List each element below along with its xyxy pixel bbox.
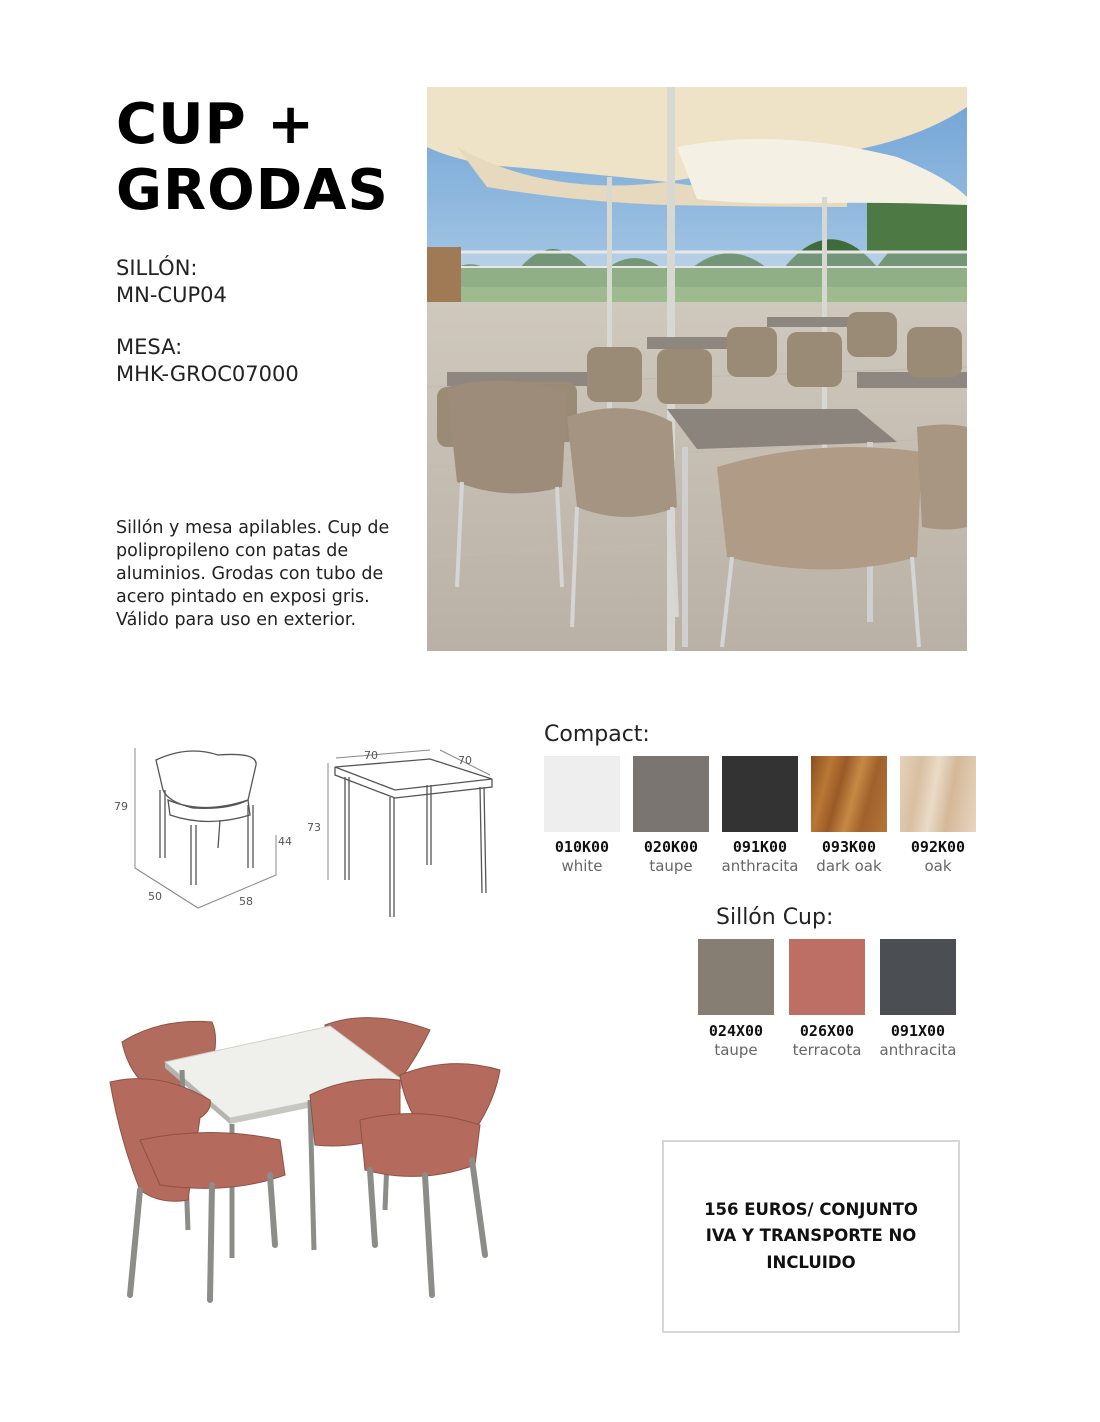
sillon-cup-title: Sillón Cup: <box>716 905 834 930</box>
title-line-1: CUP + <box>116 92 316 157</box>
chair-code-2: 026X00 <box>799 1022 855 1040</box>
chair-code: MN-CUP04 <box>116 283 227 307</box>
finish-code-5: 092K00 <box>910 838 966 856</box>
finish-name-1: white <box>561 857 603 875</box>
chair-code-1: 024X00 <box>708 1022 764 1040</box>
finish-code-2: 020K00 <box>643 838 699 856</box>
swatch-chair-anthracita <box>880 939 956 1015</box>
swatch-taupe <box>633 756 709 832</box>
finish-name-3: anthracita <box>721 857 799 875</box>
swatch-chair-taupe <box>698 939 774 1015</box>
chair-label: SILLÓN: <box>116 256 198 280</box>
terrace-photo <box>427 87 967 651</box>
swatch-white <box>544 756 620 832</box>
chair-code-3: 091X00 <box>890 1022 946 1040</box>
product-title <box>116 92 416 224</box>
swatch-white-fill <box>544 756 620 832</box>
table-dimension-diagram <box>300 745 500 920</box>
finish-name-4: dark oak <box>816 857 882 875</box>
chair-depth-label: 50 <box>148 890 162 903</box>
compact-title: Compact: <box>544 722 650 747</box>
swatch-chair-terracota <box>789 939 865 1015</box>
swatch-dark-oak <box>811 756 887 832</box>
compact-swatch-row <box>544 756 984 886</box>
chair-dimension-diagram <box>108 740 308 915</box>
chair-seat-height-label: 44 <box>278 835 292 848</box>
product-description: Sillón y mesa apilables. Cup de polipropileno con patas de aluminios. Grodas con tubo de acero pintado en exposi gris. Válido para uso en exterior. <box>116 518 390 630</box>
chair-color-name-2: terracota <box>792 1041 862 1059</box>
sillon-swatch-row <box>698 939 978 1069</box>
finish-name-5: oak <box>924 857 952 875</box>
swatch-oak <box>900 756 976 832</box>
title-line-2: GRODAS <box>116 158 389 223</box>
chair-width-label: 58 <box>239 895 253 908</box>
price-line-3: INCLUIDO <box>766 1252 856 1272</box>
chair-color-name-1: taupe <box>714 1041 758 1059</box>
product-set-image <box>100 1000 510 1320</box>
price-box <box>662 1140 960 1333</box>
table-height-label: 73 <box>307 821 321 834</box>
table-label: MESA: <box>116 335 183 359</box>
finish-code-4: 093K00 <box>821 838 877 856</box>
finish-code-3: 091K00 <box>732 838 788 856</box>
table-width-label: 70 <box>364 749 378 762</box>
finish-code-1: 010K00 <box>554 838 610 856</box>
finish-name-2: taupe <box>649 857 693 875</box>
swatch-anthracita <box>722 756 798 832</box>
chair-color-name-3: anthracita <box>879 1041 957 1059</box>
price-line-1: 156 EUROS/ CONJUNTO <box>704 1199 918 1219</box>
table-depth-label: 70 <box>458 754 472 767</box>
price-line-2: IVA Y TRANSPORTE NO <box>705 1226 917 1246</box>
table-code: MHK-GROC07000 <box>116 362 299 386</box>
chair-height-label: 79 <box>114 800 128 813</box>
